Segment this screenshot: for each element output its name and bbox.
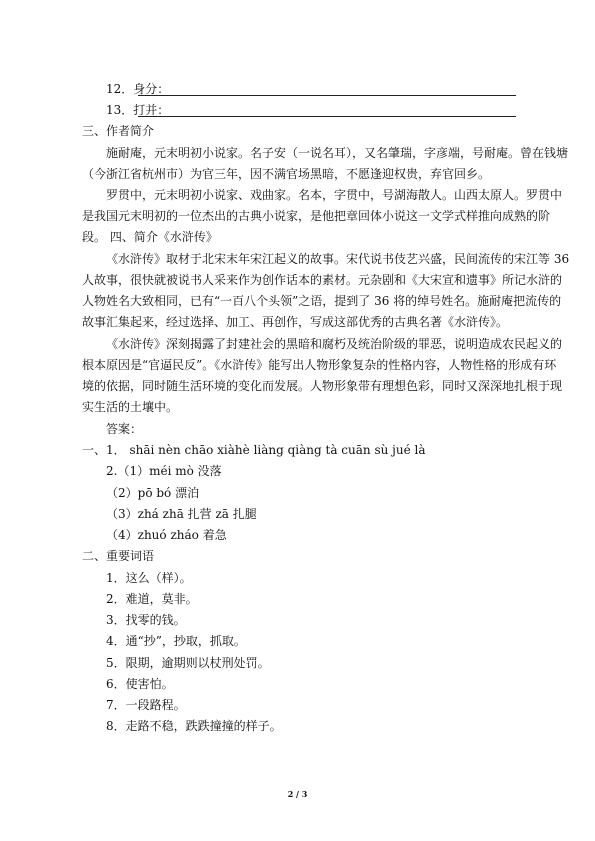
answer-2-item: 1．这么（样）。 [106,571,192,585]
answer-2-item: 3．找零的钱。 [106,613,186,627]
answer-1-2-2: （2）pō bó 漂泊 [106,486,200,500]
author-luo-line-3: 段。 四、简介《水浒传》 [82,230,218,244]
page-number: 2 / 3 [287,789,308,799]
section-3-heading: 三、作者简介 [82,124,155,138]
author-shi-line-2: （今浙江省杭州市）为官三年，因不满官场黑暗，不愿逢迎权贵，弃官回乡。 [82,167,491,181]
answer-1-2-3: （3）zhá zhā 扎营 zā 扎腿 [106,507,257,521]
answer-1-2-4: （4）zhuó zháo 着急 [106,528,227,542]
author-luo-line-1: 罗贯中，元末明初小说家、戏曲家。名本，字贯中，号湖海散人。山西太原人。罗贯中 [106,188,563,202]
intro-para-1-line-4: 故事汇集起来，经过选择、加工、再创作，写成这部优秀的古典名著《水浒传》。 [82,315,509,329]
author-shi-line-1: 施耐庵，元末明初小说家。名子安（一说名耳），又名肇瑞，字彦端，号耐庵。曾在钱塘 [106,146,569,160]
item-13-answer-line [138,116,516,117]
answer-1-2-1: 2.（1）méi mò 没落 [106,464,222,478]
item-12-answer-line [138,95,516,96]
intro-para-1-line-1: 《水浒传》取材于北宋末年宋江起义的故事。宋代说书伎艺兴盛，民间流传的宋江等 36 [106,252,570,266]
intro-para-2-line-2: 根本原因是“官逼民反”。《水浒传》能写出人物形象复杂的性格内容，人物性格的形成有环 [82,358,557,372]
answer-2-item: 5．限期，逾期则以杖刑处罚。 [106,656,270,670]
intro-para-1-line-2: 人故事，很快就被说书人采来作为创作话本的素材。元杂剧和《大宋宣和遗事》所记水浒的 [82,273,563,287]
intro-para-2-line-3: 境的依据，同时随生活环境的变化而发展。人物形象带有理想色彩，同时又深深地扎根于现 [82,379,563,393]
answer-2-item: 2．难道，莫非。 [106,592,198,606]
item-13-label: 13．打并： [106,103,170,117]
answer-2-item: 8．走路不稳，跌跌撞撞的样子。 [106,719,282,733]
intro-para-2-line-4: 实生活的土壤中。 [82,400,179,414]
answers-heading: 答案： [106,422,143,436]
answer-1-1-pinyin: 一、1． shāi nèn chāo xiàhè liàng qiàng tà cuān sù jué là [82,443,426,457]
answer-2-item: 7．一段路程。 [106,698,186,712]
item-12-label: 12．身分： [106,82,170,96]
answer-2-item: 6．使害怕。 [106,677,174,691]
author-luo-line-2: 是我国元末明初的一位杰出的古典小说家，是他把章回体小说这一文学式样推向成熟的阶 [82,209,551,223]
answer-section-2-heading: 二、重要词语 [82,549,155,563]
intro-para-1-line-3: 人物姓名大致相同，已有“一百八个头领”之语，提到了 36 将的绰号姓名。施耐庵把流传的 [82,294,562,308]
intro-para-2-line-1: 《水浒传》深刻揭露了封建社会的黑暗和腐朽及统治阶级的罪恶，说明造成农民起义的 [106,337,563,351]
answer-2-item: 4．通“抄”，抄取，抓取。 [106,634,246,648]
